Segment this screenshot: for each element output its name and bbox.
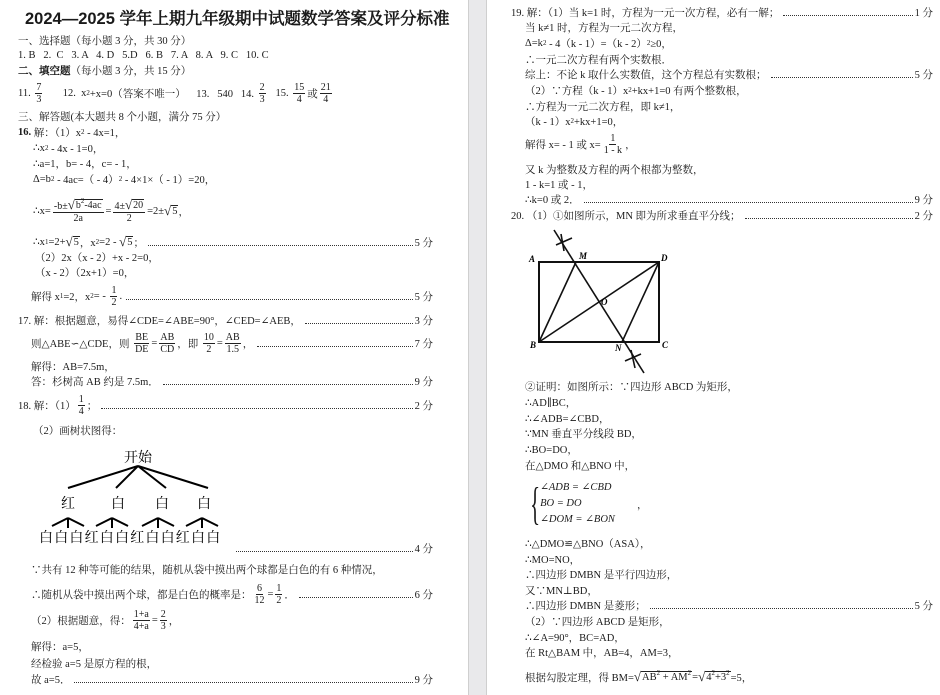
tree-branch (138, 466, 166, 488)
dotted-leader (305, 323, 413, 324)
answer-line: 11. $\frac{7}{3}$ 12. x 2 +x=0（答案不唯一） 13. 540 14. $\frac{2}{3}$ 15. $\frac{15}{4}$ 或 $\frac{21}{4}$ (18, 81, 331, 105)
text-run: （2）∵方程（k - 1）x (525, 85, 629, 97)
dotted-leader (74, 682, 412, 683)
text-run: （2）画树状图得： (33, 425, 123, 437)
condition-row: ∠ADB = ∠CBD (540, 482, 612, 493)
text-run: ． (284, 589, 295, 601)
text-run: 经检验 a=5 是原方程的根， (31, 658, 158, 670)
text-run: = (105, 205, 112, 217)
radicand (132, 199, 144, 212)
vertex-label-a: A (529, 254, 536, 264)
left-brace: { (530, 478, 541, 529)
text-run: ≥0， (650, 38, 672, 50)
answer-line: ∴x 1 =2+ √ 5 ，x 2 =2 - √ 5 ； 5 分 (33, 233, 433, 249)
dotted-leader (163, 384, 413, 385)
text-run: ∴BO=DO， (525, 444, 578, 456)
radicand (641, 668, 692, 684)
square-root (698, 668, 731, 684)
text-run: （2）2x（x - 2）+x - 2=0， (35, 252, 159, 264)
text-run: - 4x - 1=0， (48, 143, 104, 155)
denominator (134, 344, 149, 355)
text-run: =2 - (99, 236, 120, 248)
text-run: ∴∠ADB=∠CBD， (525, 413, 610, 425)
denominator (126, 213, 133, 224)
text-run: +kx+1=0 有两个整数根， (631, 85, 747, 97)
condition-row: ∠DOM = ∠BON (540, 514, 615, 525)
text-run: 4 (78, 405, 84, 417)
radical-sign: √ (698, 668, 706, 684)
square-root (67, 196, 103, 212)
text-run: Δ=k (525, 37, 543, 49)
denominator (322, 94, 329, 105)
text-run: ∴一元二次方程有两个实数根． (525, 54, 672, 66)
numerator (133, 609, 150, 621)
text-run: AB (225, 331, 240, 343)
score-label: 3 分 (414, 315, 433, 327)
text-run: 又∵MN⊥BD， (525, 585, 598, 597)
numerator (110, 285, 117, 297)
fraction (275, 583, 282, 606)
text-run: 17. 解：根据题意，易得∠CDE=∠ABE=90°，∠CED=∠AEB， (18, 315, 301, 327)
text-run: 19. 解：（1）当 k=1 时，方程为一元一次方程，必有一解； (511, 7, 780, 19)
tree-node-level2: 红 (84, 531, 99, 546)
vertex-label-b: B (530, 340, 537, 350)
tree-node-level2: 白 (145, 531, 160, 546)
text-run: 21 (320, 81, 331, 93)
text-run: = - (93, 290, 109, 302)
text-run: （每小题 3 分，共 15 分） (70, 65, 192, 77)
score-label: 2 分 (414, 400, 433, 412)
answer-line (31, 664, 433, 694)
text-run: 解得 x (31, 291, 60, 303)
bold-text: 二、填空题 (18, 65, 71, 77)
text-run: = (151, 614, 158, 626)
answer-page-right (486, 0, 940, 695)
text-run: 2 (111, 296, 117, 308)
text-run: AB (160, 331, 175, 343)
fraction (603, 133, 623, 156)
text-run: ∴k=0 或 2． (525, 194, 580, 206)
tree-root: 开始 (124, 451, 152, 466)
answer-line (33, 415, 122, 445)
text-run: （2）∵四边形 ABCD 是矩形， (525, 616, 670, 628)
numerator (160, 609, 167, 621)
text-run: ②证明：如图所示：∵四边形 ABCD 为矩形， (525, 381, 738, 393)
numerator (225, 332, 241, 344)
fraction (53, 196, 104, 224)
text-run: ， (242, 338, 254, 350)
tree-branch (186, 518, 202, 526)
denominator (160, 621, 167, 632)
text-run: - 4×1×（ - 1）=20， (122, 174, 216, 186)
text-run: 三、解答题(本大题共 8 个小题，满分 75 分） (18, 111, 227, 123)
answer-line (511, 200, 933, 230)
text-run: 又 k 为整数及方程的两个根都为整数， (525, 164, 704, 176)
denominator (275, 595, 282, 606)
radicand (171, 205, 178, 218)
text-run: ∴随机从袋中摸出两个球，都是白色的概率是： (31, 589, 252, 601)
superscript: 2 (726, 668, 730, 677)
congruence-conditions (524, 478, 647, 530)
fraction (254, 583, 266, 606)
answer-line: （k - 1）x 2 +kx+1=0， (525, 106, 623, 136)
text-run: -b± (53, 200, 68, 212)
text-run: ，即 (177, 338, 201, 350)
answer-line (525, 662, 752, 692)
text-run: 5 (73, 236, 79, 248)
score-label: 5 分 (914, 600, 933, 612)
text-run: 1 (610, 132, 616, 144)
tree-node-level1: 白 (197, 497, 211, 512)
text-run: 1 (111, 284, 117, 296)
text-run: +3 (714, 671, 727, 683)
answer-line: 解得 x 1 =2，x 2 = - $\frac{1}{2}$ . 5 分 (31, 284, 433, 308)
superscript: 2 (711, 668, 715, 677)
answer-line: Δ=k 2 - 4（k - 1）=（k - 2） 2 ≥0， (525, 37, 672, 50)
text-run: 2 (160, 608, 166, 620)
numerator (259, 82, 266, 94)
score-label: 9 分 (414, 376, 433, 388)
tree-node-level2: 白 (54, 531, 69, 546)
tree-branch (68, 518, 84, 526)
tree-branch (138, 466, 208, 488)
radical-sign: √ (67, 196, 75, 212)
fraction (113, 196, 145, 224)
tree-branch (52, 518, 68, 526)
tree-node-level2: 白 (115, 531, 129, 546)
text-run: +x=0（答案不唯一） 13. 540 14. (89, 88, 257, 100)
dotted-leader (148, 245, 413, 246)
text-run: =2± (147, 205, 165, 217)
text-run: ； (86, 400, 98, 412)
fraction (133, 609, 150, 632)
text-run: ， (625, 139, 636, 151)
text-run: = (151, 337, 158, 349)
numerator (159, 332, 175, 344)
text-run: BE (135, 331, 149, 343)
text-run: 1 - k=1 或 - 1， (525, 179, 594, 191)
numerator (293, 82, 305, 94)
dotted-leader (257, 346, 412, 347)
radicand (705, 668, 730, 684)
text-run: 5 (172, 205, 178, 217)
text-run: 4+a (133, 620, 149, 632)
vertex-label-o: O (601, 297, 608, 307)
text-run: 15 (294, 81, 305, 93)
answer-line: （2）∵方程（k - 1）x 2 +kx+1=0 有两个整数根， (525, 75, 747, 105)
text-run: 或 (307, 88, 318, 100)
text-run: - 4ac=（ - 4） (54, 174, 119, 186)
condition-row: BO = DO (540, 498, 582, 509)
numerator (203, 332, 215, 344)
dotted-leader (650, 608, 913, 609)
dotted-leader (236, 551, 413, 552)
fraction (320, 82, 332, 105)
perpendicular-bisector-mn (554, 230, 644, 373)
text-run: 解：（1）x (31, 127, 81, 139)
text-run: 1 (78, 393, 84, 405)
tree-branch (96, 518, 112, 526)
text-run: 15. (267, 87, 292, 99)
tree-node-level1: 白 (111, 497, 125, 512)
denominator (205, 344, 212, 355)
score-label: 2 分 (914, 210, 933, 222)
denominator (259, 94, 266, 105)
tree-node-level2: 红 (175, 531, 190, 546)
text-run: ， (168, 615, 180, 627)
dotted-leader (771, 77, 913, 78)
numerator (35, 82, 42, 94)
arc-mark (556, 238, 572, 245)
text-run: 解得：a=5， (31, 641, 89, 653)
fraction (160, 609, 167, 632)
text-run: 4 (323, 93, 329, 105)
text-run: 1 - k (603, 144, 623, 156)
denominator (254, 595, 266, 606)
text-run: ∴x= (33, 206, 51, 217)
tree-branch (112, 518, 128, 526)
fraction (134, 332, 149, 355)
text-run: 在 Rt△BAM 中，AB=4，AM=3， (525, 647, 679, 659)
text-run: 3 (259, 93, 265, 105)
text-run: 2 (259, 81, 265, 93)
text-run: 1 (276, 582, 282, 594)
text-run: 故 a=5． (31, 674, 71, 686)
vertex-label-d: D (661, 253, 668, 263)
text-run: 1. B 2. C 3. A 4. D 5.D 6. B 7. A 8. A 9. C 10. C (18, 49, 269, 61)
dotted-leader (101, 408, 412, 409)
answer-line (33, 196, 189, 226)
numerator (320, 82, 332, 94)
text-run: 在△DMO 和△BNO 中， (525, 460, 636, 472)
denominator (72, 213, 83, 224)
text-run: 2a (73, 212, 83, 224)
radical-sign: √ (164, 202, 172, 218)
text-run: 则△ABE∽△CDE，则 (31, 338, 133, 350)
text-run: 一、选择题（每小题 3 分，共 30 分） (18, 35, 192, 47)
text-run: 6 (257, 582, 262, 594)
text-run: DE (135, 343, 149, 355)
rectangle-bisector-figure (487, 220, 687, 380)
answer-line (525, 450, 635, 480)
numerator (256, 583, 263, 595)
condition-trail: ， (636, 499, 648, 511)
tree-diagram (30, 440, 240, 550)
score-label: 1 分 (914, 7, 933, 19)
numerator (53, 196, 104, 213)
score-label: 9 分 (414, 674, 433, 686)
fraction (259, 82, 266, 105)
numerator (78, 394, 85, 406)
text-run: 1+a (133, 608, 149, 620)
dotted-leader (783, 15, 912, 16)
text-run: 根据勾股定理，得 BM= (525, 672, 634, 684)
answer-page-left (0, 0, 469, 695)
dotted-leader (299, 597, 413, 598)
tree-node-level2: 白 (69, 531, 84, 546)
tree-node-level2: 白 (39, 531, 53, 546)
radicand (75, 196, 103, 212)
text-run: 解得 x= - 1 或 x= (525, 139, 601, 151)
tree-node-level2: 白 (160, 531, 175, 546)
tree-branch (158, 518, 174, 526)
tree-node-level2: 白 (191, 531, 205, 546)
tree-node-level2: 白 (99, 531, 114, 546)
text-run: ∵共有 12 种等可能的结果，随机从袋中摸出两个球都是白色的有 6 种情况， (31, 564, 383, 576)
text-run: 7 (36, 81, 42, 93)
text-run: = (692, 671, 699, 683)
fraction (293, 82, 305, 105)
text-run: =2，x (63, 291, 91, 303)
document-title: 2024—2025 学年上期九年级期中试题数学答案及评分标准 (25, 10, 450, 28)
denominator (159, 344, 175, 355)
numerator (134, 332, 149, 344)
text-run: -4ac (84, 199, 102, 211)
fraction (203, 332, 215, 355)
text-run: ∴四边形 DMBN 是平行四边形， (525, 569, 678, 581)
score-label: 4 分 (414, 543, 433, 555)
superscript: 2 (80, 196, 85, 205)
tree-node-level1: 白 (155, 497, 169, 512)
text-run: 3 (160, 620, 166, 632)
text-run: 11. (18, 87, 34, 99)
numerator (113, 196, 145, 213)
text-run: 解得：AB=7.5m， (31, 361, 115, 373)
text-run: + AM (660, 671, 688, 683)
score-label: 5 分 (414, 291, 433, 303)
text-run: ∴AD∥BC， (525, 397, 577, 409)
text-run: 20 (133, 199, 144, 211)
text-run: 12. x (44, 87, 87, 99)
text-run: 2 (206, 343, 212, 355)
fraction (159, 332, 175, 355)
text-run: ∴MO=NO， (525, 554, 581, 566)
superscript: 2 (687, 668, 692, 677)
text-run: ∴x (33, 237, 45, 248)
text-run: ∵MN 垂直平分线段 BD， (525, 428, 642, 440)
text-run: ∴△DMO≌△BNO（ASA）， (525, 538, 651, 550)
fraction (225, 332, 241, 355)
text-run: 2 (276, 594, 282, 606)
text-run: 4 (706, 671, 712, 683)
text-run: ，x (79, 237, 96, 249)
text-run: 1.5 (226, 343, 239, 355)
text-run: - 4x=1， (84, 127, 126, 139)
vertex-label-c: C (662, 340, 669, 350)
radical-sign: √ (124, 196, 133, 212)
square-root (164, 202, 178, 218)
score-label: 9 分 (914, 194, 933, 206)
text-run: 10 (203, 331, 214, 343)
text-run: ∴四边形 DMBN 是菱形； (525, 600, 646, 612)
text-run: ∴∠A=90°，BC=AD， (525, 632, 625, 644)
radical-sign: √ (633, 668, 642, 684)
text-run: +kx+1=0， (574, 116, 624, 128)
text-run: = (216, 337, 223, 349)
superscript: 2 (656, 668, 661, 677)
text-run: 4± (114, 200, 125, 212)
text-run: ∴a=1，b= - 4，c= - 1， (33, 158, 137, 170)
text-run: ∴x (33, 143, 45, 154)
bold-text: 16. (18, 126, 32, 138)
fraction (78, 394, 85, 417)
text-run: Δ=b (33, 173, 51, 185)
text-run: 5 (127, 236, 133, 248)
text-run: . (119, 290, 123, 302)
radical-sign: √ (65, 233, 73, 249)
text-run: CD (160, 343, 175, 355)
text-run: 当 k≠1 时，方程为一元二次方程， (525, 22, 684, 34)
score-label: 5 分 (414, 237, 433, 249)
tree-branch (142, 518, 158, 526)
text-run: b (75, 199, 81, 211)
dotted-leader (745, 218, 913, 219)
text-run: 18. 解：（1） (18, 400, 76, 412)
score-label: 7 分 (414, 338, 433, 350)
square-root (124, 196, 144, 212)
text-run: 综上：不论 k 取什么实数值，这个方程总有实数根； (525, 69, 767, 81)
numerator (275, 583, 282, 595)
text-run: 答：杉树高 AB 约是 7.5m． (31, 376, 159, 388)
text-run: =2+ (48, 236, 66, 248)
denominator (226, 344, 241, 355)
vertex-label-m: M (579, 251, 588, 261)
tree-branch (202, 518, 218, 526)
text-run: （x - 2）（2x+1）=0， (35, 267, 135, 279)
square-root (633, 668, 692, 684)
score-label: 5 分 (914, 69, 933, 81)
text-run: 12 (254, 594, 265, 606)
denominator (296, 94, 303, 105)
numerator (609, 133, 616, 145)
answer-line: Δ=b 2 - 4ac=（ - 4） 2 - 4×1×（ - 1）=20， (33, 173, 216, 186)
tree-node-level2: 红 (130, 531, 145, 546)
tree-node-level2: 白 (206, 531, 221, 546)
dotted-leader (126, 299, 413, 300)
text-run: ， (178, 206, 189, 218)
radical-sign: √ (119, 233, 127, 249)
text-run: 2 (126, 212, 132, 224)
text-run: ； (133, 237, 144, 249)
text-run: ∴方程为一元二次方程，即 k≠1， (525, 101, 681, 113)
text-run: 4 (296, 93, 302, 105)
text-run: AB (642, 671, 657, 683)
tree-node-level1: 红 (61, 497, 75, 512)
text-run: - 4（k - 1）=（k - 2） (546, 38, 647, 50)
answer-line: 16. 解：（1）x 2 - 4x=1， (18, 126, 126, 139)
score-label: 6 分 (414, 589, 433, 601)
text-run: =5， (730, 672, 753, 684)
answer-line: ∴x 2 - 4x - 1=0， (33, 133, 103, 163)
text-run: = (267, 588, 274, 600)
text-run: 3 (36, 93, 42, 105)
denominator (133, 621, 150, 632)
text-run: （2）根据题意，得： (31, 615, 131, 627)
text-run: 20. （1）①如图所示，MN 即为所求垂直平分线； (511, 210, 741, 222)
vertex-label-n: N (615, 343, 622, 353)
text-run: （k - 1）x (525, 116, 571, 128)
